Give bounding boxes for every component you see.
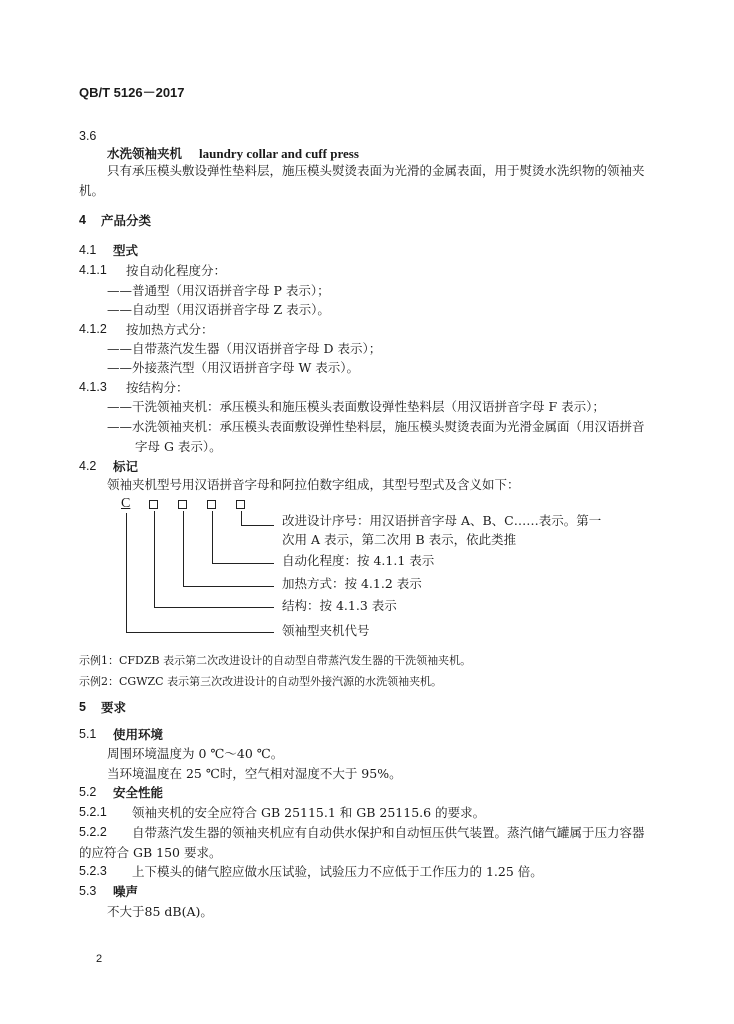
section-number-4: 4 (79, 213, 86, 227)
placeholder-box-automation (207, 500, 216, 509)
section-title-4-1-2: 按加热方式分： (126, 322, 214, 337)
label-revision-continued: 次用 A 表示，第二次用 B 表示，依此类推 (282, 532, 517, 547)
term-english: laundry collar and cuff press (199, 146, 359, 161)
list-item-continuation: 字母 G 表示）。 (135, 439, 222, 454)
section-number-5-1: 5.1 (79, 727, 97, 741)
clause-5-2-3-text: 上下模头的储气腔应做水压试验，试验压力不应低于工作压力的 1.25 倍。 (132, 864, 543, 879)
section-number-5-2: 5.2 (79, 785, 97, 799)
section-number-3-6: 3.6 (79, 129, 97, 143)
leader-line (212, 563, 274, 564)
section-title-4: 产品分类 (101, 213, 152, 228)
section-title-5-2: 安全性能 (113, 785, 164, 800)
list-item: ——自带蒸汽发生器（用汉语拼音字母 D 表示）； (107, 341, 382, 356)
example-2: 示例2：CGWZC 表示第三次改进设计的自动型外接汽源的水洗领袖夹机。 (79, 675, 443, 688)
label-structure: 结构：按 4.1.3 表示 (282, 598, 397, 613)
placeholder-box-revision (236, 500, 245, 509)
definition-line-1: 只有承压模头敷设弹性垫料层，施压模头熨烫表面为光滑的金属表面，用于熨烫水洗织物的领袖夹 (107, 163, 645, 178)
section-title-4-1: 型式 (113, 243, 139, 258)
section-number-4-2: 4.2 (79, 459, 97, 473)
term-chinese: 水洗领袖夹机 (107, 146, 183, 161)
clause-5-2-1-text: 领袖夹机的安全应符合 GB 25115.1 和 GB 25115.6 的要求。 (132, 805, 486, 820)
clause-5-2-2-line-2: 的应符合 GB 150 要求。 (79, 845, 222, 860)
section-number-5-2-2: 5.2.2 (79, 825, 107, 839)
list-item: ——干洗领袖夹机：承压模头和施压模头表面敷设弹性垫料层（用汉语拼音字母 F 表示）； (107, 399, 605, 414)
section-title-4-1-1: 按自动化程度分： (126, 263, 227, 278)
leader-line (241, 511, 242, 525)
section-number-5-2-1: 5.2.1 (79, 805, 107, 819)
placeholder-box-heating (178, 500, 187, 509)
prefix-letter: C (121, 496, 131, 511)
list-item: ——普通型（用汉语拼音字母 P 表示）； (107, 283, 330, 298)
list-item: ——自动型（用汉语拼音字母 Z 表示）。 (107, 302, 330, 317)
label-heating: 加热方式：按 4.1.2 表示 (282, 576, 422, 591)
leader-line (154, 511, 155, 607)
leader-line (241, 525, 274, 526)
list-item: ——外接蒸汽型（用汉语拼音字母 W 表示）。 (107, 360, 360, 375)
label-code: 领袖型夹机代号 (282, 623, 370, 638)
list-item: ——水洗领袖夹机：承压模头表面敷设弹性垫料层，施压模头熨烫表面为光滑金属面（用汉语拼音 (107, 419, 645, 434)
section-number-4-1-3: 4.1.3 (79, 380, 107, 394)
section-title-5: 要求 (101, 700, 127, 715)
label-automation: 自动化程度：按 4.1.1 表示 (282, 553, 435, 568)
page-number: 2 (96, 953, 103, 965)
section-number-4-1-1: 4.1.1 (79, 263, 107, 277)
section-number-5-2-3: 5.2.3 (79, 864, 107, 878)
marking-intro: 领袖夹机型号用汉语拼音字母和阿拉伯数字组成，其型号型式及含义如下： (107, 477, 520, 492)
standard-code: QB/T 5126－2017 (79, 85, 185, 100)
leader-line (126, 632, 274, 633)
leader-line (212, 511, 213, 563)
section-number-5-3: 5.3 (79, 884, 97, 898)
placeholder-box-structure (149, 500, 158, 509)
section-title-4-1-3: 按结构分： (126, 380, 189, 395)
section-title-5-3: 噪声 (113, 884, 139, 899)
leader-line (183, 586, 274, 587)
leader-line (154, 607, 274, 608)
example-1: 示例1：CFDZB 表示第二次改进设计的自动型自带蒸汽发生器的干洗领袖夹机。 (79, 654, 472, 667)
section-number-4-1-2: 4.1.2 (79, 322, 107, 336)
noise-limit: 不大于85 dB(A)。 (107, 904, 213, 919)
section-number-5: 5 (79, 700, 86, 714)
environment-temperature: 周围环境温度为 0 ℃～40 ℃。 (107, 746, 284, 761)
label-revision: 改进设计序号：用汉语拼音字母 A、B、C……表示。第一 (282, 513, 602, 528)
section-title-5-1: 使用环境 (113, 727, 164, 742)
definition-line-2: 机。 (79, 183, 105, 198)
section-title-4-2: 标记 (113, 459, 139, 474)
clause-5-2-2-line-1: 自带蒸汽发生器的领袖夹机应有自动供水保护和自动恒压供气装置。蒸汽储气罐属于压力容器 (132, 825, 645, 840)
leader-line (126, 513, 127, 632)
section-number-4-1: 4.1 (79, 243, 97, 257)
environment-humidity: 当环境温度在 25 ℃时，空气相对湿度不大于 95%。 (107, 766, 402, 781)
leader-line (183, 511, 184, 586)
